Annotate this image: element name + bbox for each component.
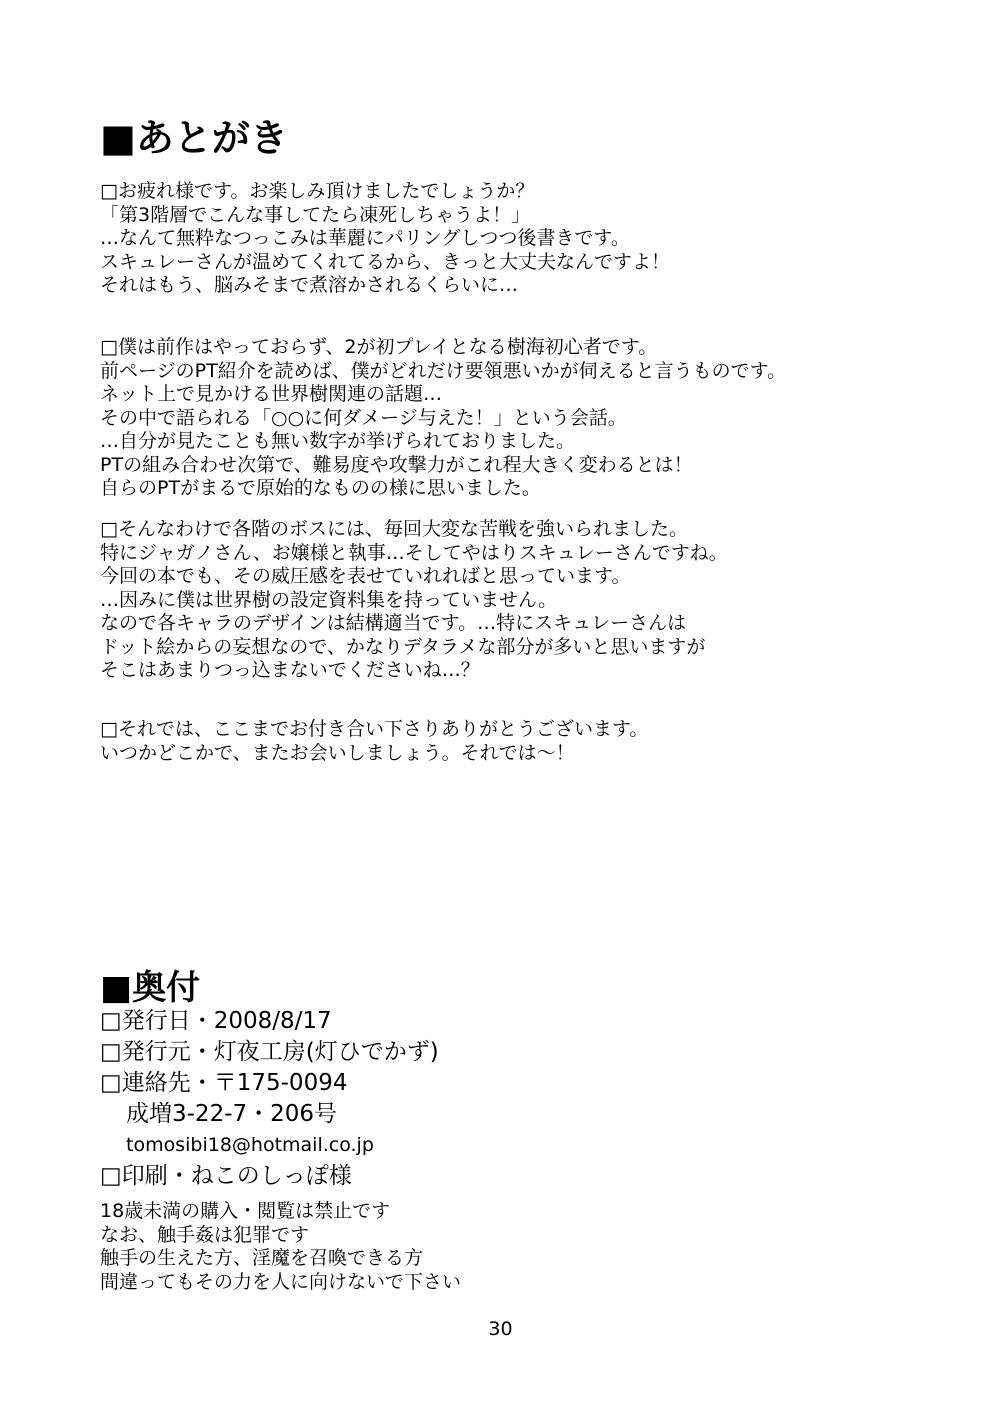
- age-notice: [100, 1200, 461, 1294]
- colophon-printer: □印刷・ねこのしっぽ様: [100, 1163, 352, 1189]
- text-line: □それでは、ここまでお付き合い下さりありがとうございます。: [100, 718, 649, 740]
- notice-line: なお、触手姦は犯罪です: [100, 1223, 310, 1246]
- text-line: 特にジャガノさん、お嬢様と執事…そしてやはりスキュレーさんですね。: [100, 541, 728, 564]
- page-number: 30: [488, 1318, 513, 1340]
- text-line: 前ページのPT紹介を読めば、僕がどれだけ要領悪いかが伺えると言うものです。: [100, 359, 787, 382]
- text-line: …なんて無粋なつっこみは華麗にパリングしつつ後書きです。: [100, 227, 630, 249]
- text-line: 自らのPTがまるで原始的なものの様に思いました。: [100, 477, 541, 499]
- notice-line: 間違ってもその力を人に向けないで下さい: [100, 1270, 462, 1293]
- text-line: □僕は前作はやっておらず、2が初プレイとなる樹海初心者です。: [100, 336, 658, 358]
- text-line: □そんなわけで各階のボスには、毎回大変な苦戦を強いられました。: [100, 518, 688, 540]
- text-line: 「第3階層でこんな事してたら凍死しちゃうよ！」: [100, 203, 531, 226]
- colophon-contact: □連絡先・〒175-0094: [100, 1070, 348, 1096]
- notice-line: 触手の生えた方、淫魔を召喚できる方: [100, 1247, 424, 1269]
- afterword-paragraph-4: [100, 718, 960, 765]
- colophon-address: 成増3-22-7・206号: [126, 1101, 338, 1127]
- colophon-list: [100, 1006, 439, 1192]
- afterword-paragraph-1: [100, 180, 960, 298]
- text-line: いつかどこかで、またお会いしましょう。それでは～！: [100, 741, 575, 764]
- text-line: それはもう、脳みそまで煮溶かされるくらいに…: [100, 274, 519, 296]
- text-line: …因みに僕は世界樹の設定資料集を持っていません。: [100, 588, 558, 611]
- afterword-paragraph-3: [100, 518, 960, 683]
- colophon-publisher: □発行元・灯夜工房(灯ひでかず): [100, 1039, 439, 1065]
- text-line: ネット上で見かける世界樹関連の話題…: [100, 383, 443, 405]
- colophon-issue-date: □発行日・2008/8/17: [100, 1008, 332, 1034]
- notice-line: 18歳未満の購入・閲覧は禁止です: [100, 1200, 391, 1222]
- text-line: 今回の本でも、その威圧感を表せていれればと思っています。: [100, 565, 631, 587]
- colophon-email: tomosibi18@hotmail.co.jp: [126, 1134, 374, 1156]
- colophon-heading: ■奥付: [100, 968, 201, 1008]
- text-line: スキュレーさんが温めてくれてるから、きっと大丈夫なんですよ！: [100, 250, 671, 273]
- text-line: …自分が見たことも無い数字が挙げられておりました。: [100, 430, 576, 452]
- afterword-paragraph-2: [100, 336, 960, 501]
- text-line: ドット絵からの妄想なので、かなりデタラメな部分が多いと思いますが: [100, 635, 706, 658]
- text-line: PTの組み合わせ次第で、難易度や攻撃力がこれ程大きく変わるとは！: [100, 453, 693, 476]
- text-line: なので各キャラのデザインは結構適当です。…特にスキュレーさんは: [100, 612, 687, 634]
- text-line: □お疲れ様です。お楽しみ頂けましたでしょうか？: [100, 180, 535, 202]
- text-line: その中で語られる「○○に何ダメージ与えた！」という会話。: [100, 406, 627, 429]
- text-line: そこはあまりつっ込まないでくださいね…？: [100, 659, 480, 681]
- afterword-heading: ■あとがき: [100, 116, 288, 160]
